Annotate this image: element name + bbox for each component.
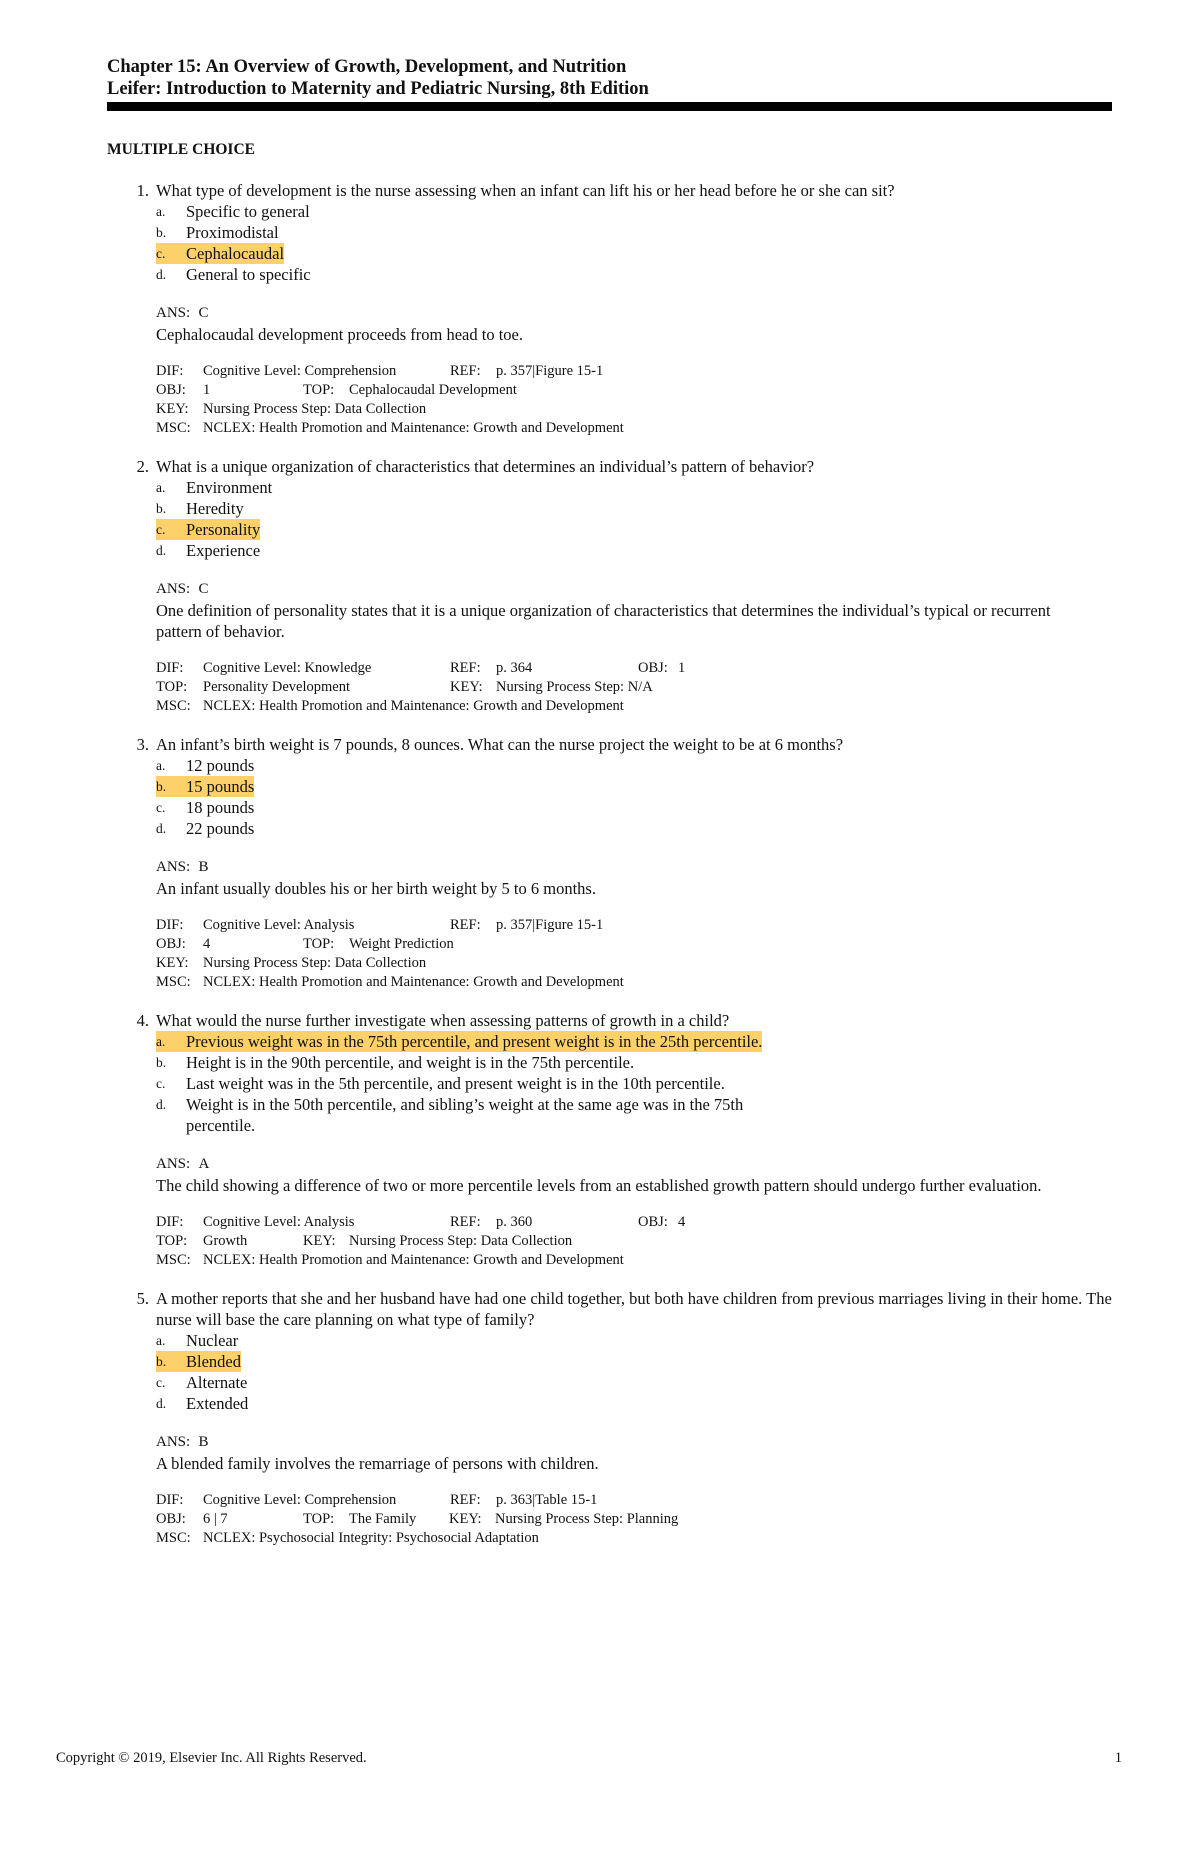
book-title: Leifer: Introduction to Maternity and Pediatric Nursing, 8th Edition [107, 79, 649, 99]
msc-label: MSC: [156, 1530, 191, 1546]
answer-line [156, 1152, 1112, 1175]
option-content [156, 222, 279, 243]
meta-row [156, 659, 1112, 678]
question-item [107, 734, 1112, 992]
correct-option-highlight [156, 1351, 241, 1372]
question-list [107, 180, 1112, 1566]
key-label: KEY: [450, 679, 483, 695]
option-letter: c. [156, 1076, 166, 1091]
option-content [156, 797, 254, 818]
page-number: 1 [1114, 1750, 1122, 1766]
obj-value: 4 [678, 1214, 686, 1230]
question-number: 3. [136, 735, 149, 754]
dif-label: DIF: [156, 660, 184, 676]
meta-row [156, 935, 1112, 954]
option-text: Blended [186, 1352, 241, 1371]
option-content [156, 755, 254, 776]
option-text: Specific to general [186, 202, 310, 221]
msc-value: NCLEX: Health Promotion and Maintenance: Growth and Development [203, 1252, 624, 1268]
top-label: TOP: [303, 1511, 335, 1527]
answer-option [156, 1372, 1112, 1393]
msc-value: NCLEX: Psychosocial Integrity: Psychosocial Adaptation [203, 1530, 539, 1546]
rationale-text: The child showing a difference of two or more percentile levels from an established growth pattern should undergo further evaluation. [156, 1176, 1042, 1195]
answer-label: ANS: [156, 581, 191, 597]
question-number: 2. [136, 457, 149, 476]
answer-option [156, 1052, 1112, 1073]
meta-row [156, 362, 1112, 381]
meta-row [156, 400, 1112, 419]
option-content [156, 1393, 248, 1414]
answer-option [156, 498, 1112, 519]
meta-row [156, 973, 1112, 992]
meta-row [156, 1491, 1112, 1510]
ref-value: p. 364 [496, 660, 533, 676]
question-metadata [156, 916, 1112, 992]
answer-label: ANS: [156, 859, 191, 875]
option-text: Weight is in the 50th percentile, and sibling’s weight at the same age was in the 75th percentile. [186, 1095, 744, 1135]
key-value: Nursing Process Step: N/A [496, 679, 653, 695]
option-text: Experience [186, 541, 261, 560]
question-text: What is a unique organization of characteristics that determines an individual’s pattern of behavior? [156, 457, 815, 476]
key-value: Nursing Process Step: Data Collection [203, 955, 427, 971]
msc-label: MSC: [156, 420, 191, 436]
copyright-notice: Copyright © 2019, Elsevier Inc. All Rights Reserved. [56, 1750, 367, 1766]
answer-option [156, 1031, 1112, 1052]
obj-value: 6 | 7 [203, 1511, 228, 1527]
answer-key: B [198, 859, 209, 875]
answer-options [156, 755, 1112, 839]
option-letter: c. [156, 1375, 166, 1390]
top-value: Cephalocaudal Development [349, 382, 517, 398]
msc-value: NCLEX: Health Promotion and Maintenance: Growth and Development [203, 698, 624, 714]
meta-row [156, 1213, 1112, 1232]
obj-label: OBJ: [156, 1511, 186, 1527]
answer-block [156, 1152, 1112, 1196]
key-value: Nursing Process Step: Planning [495, 1511, 679, 1527]
key-value: Nursing Process Step: Data Collection [349, 1233, 573, 1249]
ref-value: p. 360 [496, 1214, 533, 1230]
option-letter: c. [156, 800, 166, 815]
answer-key: A [198, 1156, 210, 1172]
top-value: Growth [203, 1233, 248, 1249]
option-letter: b. [156, 779, 167, 794]
option-text: Cephalocaudal [186, 244, 285, 263]
option-text: 15 pounds [186, 777, 255, 796]
option-letter: b. [156, 501, 167, 516]
answer-options [156, 477, 1112, 561]
question-stem [107, 734, 1112, 755]
answer-key: B [198, 1434, 209, 1450]
answer-option [156, 1330, 1112, 1351]
option-text: Extended [186, 1394, 249, 1413]
meta-row [156, 916, 1112, 935]
obj-value: 1 [203, 382, 211, 398]
answer-block [156, 855, 1112, 899]
answer-option [156, 222, 1112, 243]
top-label: TOP: [303, 382, 335, 398]
chapter-title: Chapter 15: An Overview of Growth, Development, and Nutrition [107, 57, 627, 77]
top-value: The Family [349, 1511, 417, 1527]
question-item [107, 1010, 1112, 1270]
rationale-text: Cephalocaudal development proceeds from head to toe. [156, 325, 523, 344]
answer-option [156, 519, 1112, 540]
question-metadata [156, 1491, 1112, 1548]
page-footer [56, 1750, 1122, 1767]
option-letter: a. [156, 480, 166, 495]
msc-label: MSC: [156, 698, 191, 714]
option-text: Nuclear [186, 1331, 239, 1350]
option-text: 12 pounds [186, 756, 255, 775]
section-heading: MULTIPLE CHOICE [107, 141, 255, 158]
answer-block [156, 301, 1112, 345]
answer-line [156, 1430, 1112, 1453]
option-letter: d. [156, 267, 167, 282]
correct-option-highlight [156, 1031, 762, 1052]
option-letter: c. [156, 246, 166, 261]
option-text: General to specific [186, 265, 311, 284]
correct-option-highlight [156, 243, 284, 264]
top-value: Weight Prediction [349, 936, 454, 952]
ref-value: p. 363|Table 15-1 [496, 1492, 598, 1508]
question-metadata [156, 659, 1112, 716]
question-item [107, 1288, 1112, 1548]
correct-option-highlight [156, 776, 254, 797]
meta-row [156, 1232, 1112, 1251]
dif-value: Cognitive Level: Knowledge [203, 660, 372, 676]
option-letter: a. [156, 758, 166, 773]
meta-row [156, 419, 1112, 438]
header-rule [107, 102, 1112, 111]
option-text: 22 pounds [186, 819, 255, 838]
answer-block [156, 1430, 1112, 1474]
option-letter: d. [156, 821, 167, 836]
answer-option [156, 755, 1112, 776]
msc-value: NCLEX: Health Promotion and Maintenance: Growth and Development [203, 420, 624, 436]
question-number: 5. [136, 1289, 149, 1308]
option-text: Height is in the 90th percentile, and weight is in the 75th percentile. [186, 1053, 635, 1072]
question-item [107, 180, 1112, 438]
option-letter: b. [156, 1055, 167, 1070]
option-content [156, 1094, 766, 1136]
answer-option [156, 201, 1112, 222]
dif-label: DIF: [156, 917, 184, 933]
option-content [156, 201, 310, 222]
option-content [156, 1372, 247, 1393]
option-letter: a. [156, 1034, 166, 1049]
meta-row [156, 381, 1112, 400]
answer-options [156, 1330, 1112, 1414]
answer-block [156, 577, 1112, 642]
rationale-text: A blended family involves the remarriage of persons with children. [156, 1454, 599, 1473]
question-text: An infant’s birth weight is 7 pounds, 8 ounces. What can the nurse project the weight to be at 6 months? [156, 735, 844, 754]
answer-option [156, 776, 1112, 797]
answer-line [156, 855, 1112, 878]
question-text: What type of development is the nurse assessing when an infant can lift his or her head before he or she can sit? [156, 181, 895, 200]
option-letter: a. [156, 204, 166, 219]
answer-key: C [198, 581, 209, 597]
option-content [156, 264, 311, 285]
obj-value: 1 [678, 660, 686, 676]
answer-label: ANS: [156, 1156, 191, 1172]
option-letter: d. [156, 1097, 167, 1112]
answer-option [156, 818, 1112, 839]
obj-label: OBJ: [156, 382, 186, 398]
ref-label: REF: [450, 363, 481, 379]
option-text: Personality [186, 520, 261, 539]
option-text: Last weight was in the 5th percentile, and present weight is in the 10th percentile. [186, 1074, 725, 1093]
question-stem [107, 1288, 1112, 1330]
top-label: TOP: [303, 936, 335, 952]
meta-row [156, 1510, 1112, 1529]
top-value: Personality Development [203, 679, 350, 695]
option-text: Proximodistal [186, 223, 279, 242]
option-letter: c. [156, 522, 166, 537]
ref-value: p. 357|Figure 15-1 [496, 917, 604, 933]
msc-value: NCLEX: Health Promotion and Maintenance: Growth and Development [203, 974, 624, 990]
question-stem [107, 456, 1112, 477]
answer-option [156, 1094, 1112, 1136]
question-item [107, 456, 1112, 716]
key-label: KEY: [156, 401, 189, 417]
answer-line [156, 301, 1112, 324]
answer-option [156, 540, 1112, 561]
top-label: TOP: [156, 1233, 188, 1249]
answer-label: ANS: [156, 1434, 191, 1450]
obj-label: OBJ: [638, 660, 668, 676]
document-header [107, 56, 1112, 111]
question-metadata [156, 362, 1112, 438]
answer-options [156, 1031, 1112, 1136]
obj-label: OBJ: [156, 936, 186, 952]
option-content [156, 1052, 634, 1073]
option-content [156, 540, 260, 561]
answer-option [156, 243, 1112, 264]
dif-label: DIF: [156, 1492, 184, 1508]
obj-value: 4 [203, 936, 211, 952]
answer-key: C [198, 305, 209, 321]
option-letter: b. [156, 225, 167, 240]
dif-value: Cognitive Level: Analysis [203, 1214, 355, 1230]
option-content [156, 818, 254, 839]
option-text: Alternate [186, 1373, 248, 1392]
option-content [156, 1073, 725, 1094]
question-number: 4. [136, 1011, 149, 1030]
answer-option [156, 1073, 1112, 1094]
option-letter: a. [156, 1333, 166, 1348]
key-label: KEY: [449, 1511, 482, 1527]
dif-label: DIF: [156, 1214, 184, 1230]
meta-row [156, 697, 1112, 716]
option-text: Environment [186, 478, 273, 497]
rationale-text: One definition of personality states that it is a unique organization of characteristics that determines the individual’s typical or recurrent pattern of behavior. [156, 601, 1051, 641]
dif-label: DIF: [156, 363, 184, 379]
ref-label: REF: [450, 1492, 481, 1508]
meta-row [156, 678, 1112, 697]
option-content [156, 498, 244, 519]
option-content [156, 1330, 238, 1351]
dif-value: Cognitive Level: Comprehension [203, 363, 397, 379]
ref-label: REF: [450, 660, 481, 676]
dif-value: Cognitive Level: Comprehension [203, 1492, 397, 1508]
answer-options [156, 201, 1112, 285]
meta-row [156, 954, 1112, 973]
answer-option [156, 1351, 1112, 1372]
answer-option [156, 1393, 1112, 1414]
question-text: A mother reports that she and her husband have had one child together, but both have children from previous marriages living in their home. The nurse will base the care planning on what type of family? [156, 1289, 1112, 1329]
rationale-text: An infant usually doubles his or her birth weight by 5 to 6 months. [156, 879, 596, 898]
question-stem [107, 180, 1112, 201]
answer-label: ANS: [156, 305, 191, 321]
key-label: KEY: [303, 1233, 336, 1249]
top-label: TOP: [156, 679, 188, 695]
msc-label: MSC: [156, 1252, 191, 1268]
option-letter: d. [156, 543, 167, 558]
option-text: 18 pounds [186, 798, 255, 817]
meta-row [156, 1251, 1112, 1270]
question-number: 1. [136, 181, 149, 200]
msc-label: MSC: [156, 974, 191, 990]
meta-row [156, 1529, 1112, 1548]
answer-option [156, 477, 1112, 498]
option-text: Heredity [186, 499, 244, 518]
answer-line [156, 577, 1112, 600]
key-label: KEY: [156, 955, 189, 971]
option-letter: b. [156, 1354, 167, 1369]
answer-option [156, 797, 1112, 818]
key-value: Nursing Process Step: Data Collection [203, 401, 427, 417]
dif-value: Cognitive Level: Analysis [203, 917, 355, 933]
obj-label: OBJ: [638, 1214, 668, 1230]
option-text: Previous weight was in the 75th percentile, and present weight is in the 25th percentile. [186, 1032, 763, 1051]
answer-option [156, 264, 1112, 285]
correct-option-highlight [156, 519, 260, 540]
ref-label: REF: [450, 917, 481, 933]
ref-value: p. 357|Figure 15-1 [496, 363, 604, 379]
option-letter: d. [156, 1396, 167, 1411]
option-content [156, 477, 272, 498]
question-metadata [156, 1213, 1112, 1270]
ref-label: REF: [450, 1214, 481, 1230]
question-stem [107, 1010, 1112, 1031]
question-text: What would the nurse further investigate when assessing patterns of growth in a child? [156, 1011, 730, 1030]
